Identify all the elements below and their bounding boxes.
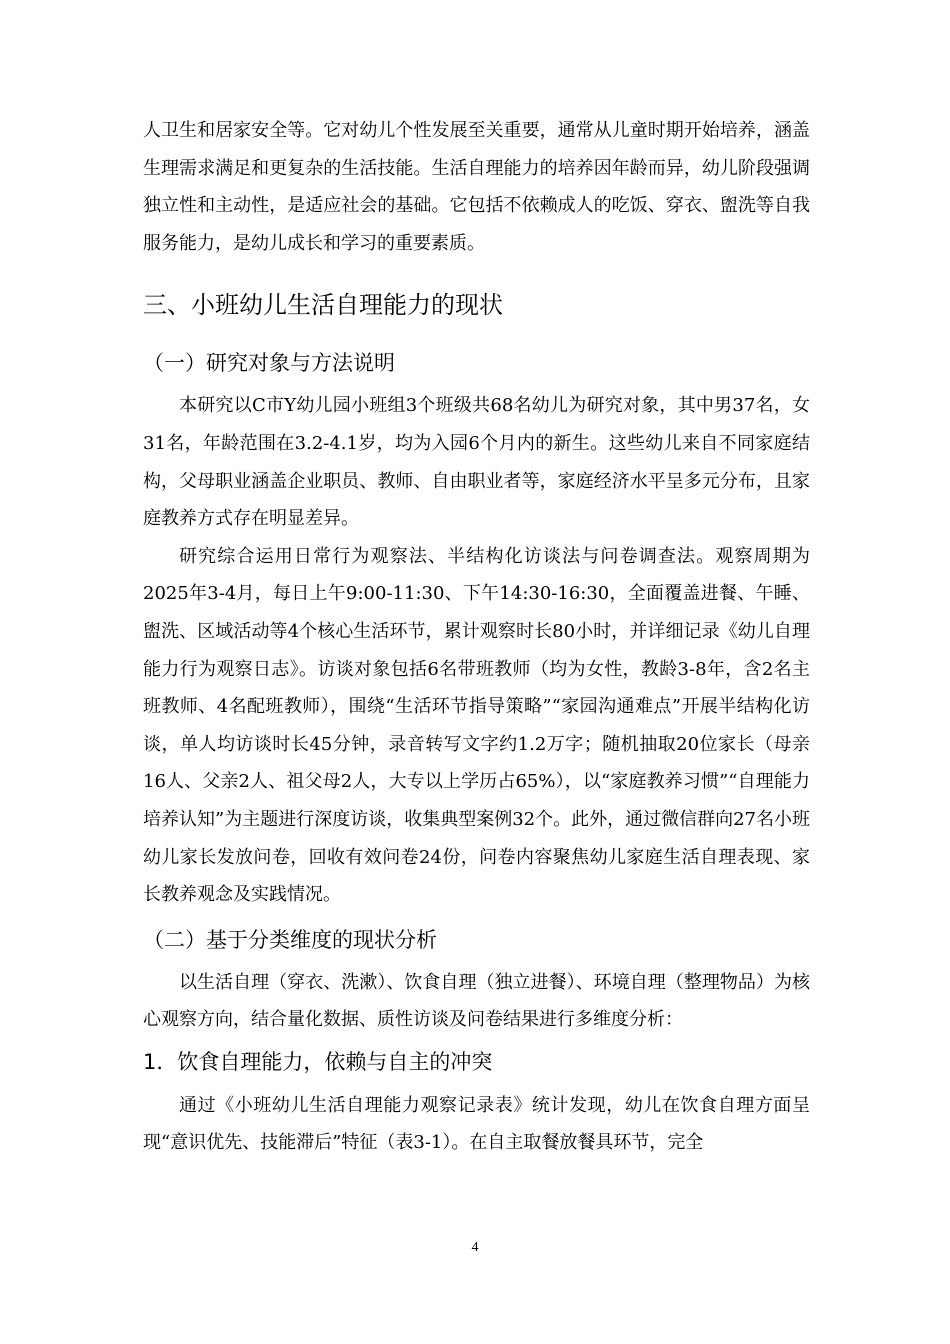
paragraph-research-subjects: 本研究以C市Y幼儿园小班组3个班级共68名幼儿为研究对象，其中男37名，女31名，年龄范围在3.2-4.1岁，均为入园6个月内的新生。这些幼儿来自不同家庭结构，父母职业涵盖企业职员、教师、自由职业者等，家庭经济水平呈多元分布，且家庭教养方式存在明显差异。 bbox=[143, 395, 810, 530]
subsection-heading-2: （二）基于分类维度的现状分析 bbox=[143, 927, 437, 952]
paragraph-intro-continued: 人卫生和居家安全等。它对幼儿个性发展至关重要，通常从儿童时期开始培养，涵盖生理需求满足和更复杂的生活技能。生活自理能力的培养因年龄而异，幼儿阶段强调独立性和主动性，是适应社会的基础。它包括不依赖成人的吃饭、穿衣、盥洗等自我服务能力，是幼儿成长和学习的重要素质。 bbox=[143, 120, 810, 254]
paragraph-analysis-dimensions: 以生活自理（穿衣、洗漱）、饮食自理（独立进餐）、环境自理（整理物品）为核心观察方向，结合量化数据、质性访谈及问卷结果进行多维度分析： bbox=[143, 971, 810, 1031]
subsection-heading-1: （一）研究对象与方法说明 bbox=[143, 351, 395, 376]
page-number: 4 bbox=[471, 1240, 479, 1255]
item-heading-1: 1．饮食自理能力，依赖与自主的冲突 bbox=[143, 1049, 493, 1074]
section-heading-3: 三、小班幼儿生活自理能力的现状 bbox=[143, 291, 503, 320]
paragraph-research-methods: 研究综合运用日常行为观察法、半结构化访谈法与问卷调查法。观察周期为2025年3-4月，每日上午9:00-11:30、下午14:30-16:30，全面覆盖进餐、午睡、盥洗、区域活动等4个核心生活环节，累计观察时长80小时，并详细记录《幼儿自理能力行为观察日志》。访谈对象包括6名带班教师（均为女性，教龄3-8年，含2名主班教师、4名配班教师），围绕“生活环节指导策略”“家园沟通难点”开展半结构化访谈，单人均访谈时长45分钟，录音转写文字约1.2万字；随机抽取20位家长（母亲16人、父亲2人、祖父母2人，大专以上学历占65%），以“家庭教养习惯”“自理能力培养认知”为主题进行深度访谈，收集典型案例32个。此外，通过微信群向27名小班幼儿家长发放问卷，回收有效问卷24份，问卷内容聚焦幼儿家庭生活自理表现、家长教养观念及实践情况。 bbox=[143, 545, 811, 906]
page-content bbox=[143, 112, 810, 1162]
paragraph-eating-self-care: 通过《小班幼儿生活自理能力观察记录表》统计发现，幼儿在饮食自理方面呈现“意识优先、技能滞后”特征（表3-1）。在自主取餐放餐具环节，完全 bbox=[143, 1094, 810, 1154]
